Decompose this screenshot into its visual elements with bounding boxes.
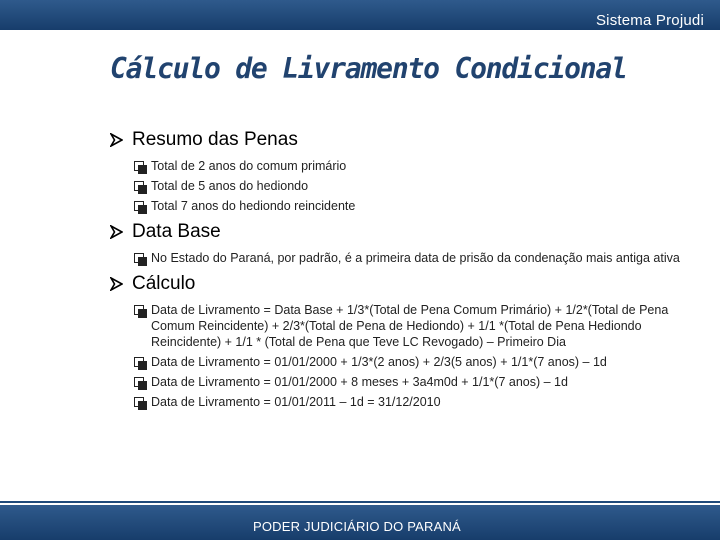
list-item: Data de Livramento = 01/01/2011 – 1d = 31/12/2010	[134, 394, 700, 410]
item-list	[110, 158, 700, 214]
checkbox-bullet-icon	[134, 253, 144, 263]
list-item: Total de 2 anos do comum primário	[134, 158, 700, 174]
system-name: Sistema Projudi	[595, 12, 704, 29]
list-item: Data de Livramento = 01/01/2000 + 1/3*(2 anos) + 2/3(5 anos) + 1/1*(7 anos) – 1d	[134, 354, 700, 370]
list-item: No Estado do Paraná, por padrão, é a primeira data de prisão da condenação mais antiga ativa	[134, 250, 700, 266]
slide-title: Cálculo de Livramento Condicional	[110, 52, 627, 85]
section-heading: Cálculo	[132, 273, 196, 294]
list-item: Data de Livramento = 01/01/2000 + 8 meses + 3a4m0d + 1/1*(7 anos) – 1d	[134, 374, 700, 390]
item-list	[110, 302, 700, 410]
section-data-base	[110, 220, 700, 266]
list-item: Data de Livramento = Data Base + 1/3*(Total de Pena Comum Primário) + 1/2*(Total de Pena Comum Reincidente) + 2/3*(Total de Pena de Hediondo) + 1/1 *(Total de Pena Hediondo Reincidente) + 1/1 * (Total de Pena que Teve LC Revogado) – Primeiro Dia	[134, 302, 700, 350]
section-heading: Data Base	[132, 221, 221, 242]
slide-content	[110, 128, 700, 414]
arrow-bullet-icon	[110, 225, 123, 239]
checkbox-bullet-icon	[134, 357, 144, 367]
item-list	[110, 250, 700, 266]
checkbox-bullet-icon	[134, 201, 144, 211]
section-heading: Resumo das Penas	[132, 129, 298, 150]
checkbox-bullet-icon	[134, 161, 144, 171]
arrow-bullet-icon	[110, 277, 123, 291]
checkbox-bullet-icon	[134, 397, 144, 407]
checkbox-bullet-icon	[134, 305, 144, 315]
arrow-bullet-icon	[110, 133, 123, 147]
checkbox-bullet-icon	[134, 377, 144, 387]
footer-divider	[0, 501, 720, 503]
footer-text: PODER JUDICIÁRIO DO PARANÁ	[253, 519, 461, 534]
section-resumo-das-penas	[110, 128, 700, 214]
section-calculo	[110, 272, 700, 410]
list-item: Total 7 anos do hediondo reincidente	[134, 198, 700, 214]
checkbox-bullet-icon	[134, 181, 144, 191]
list-item: Total de 5 anos do hediondo	[134, 178, 700, 194]
